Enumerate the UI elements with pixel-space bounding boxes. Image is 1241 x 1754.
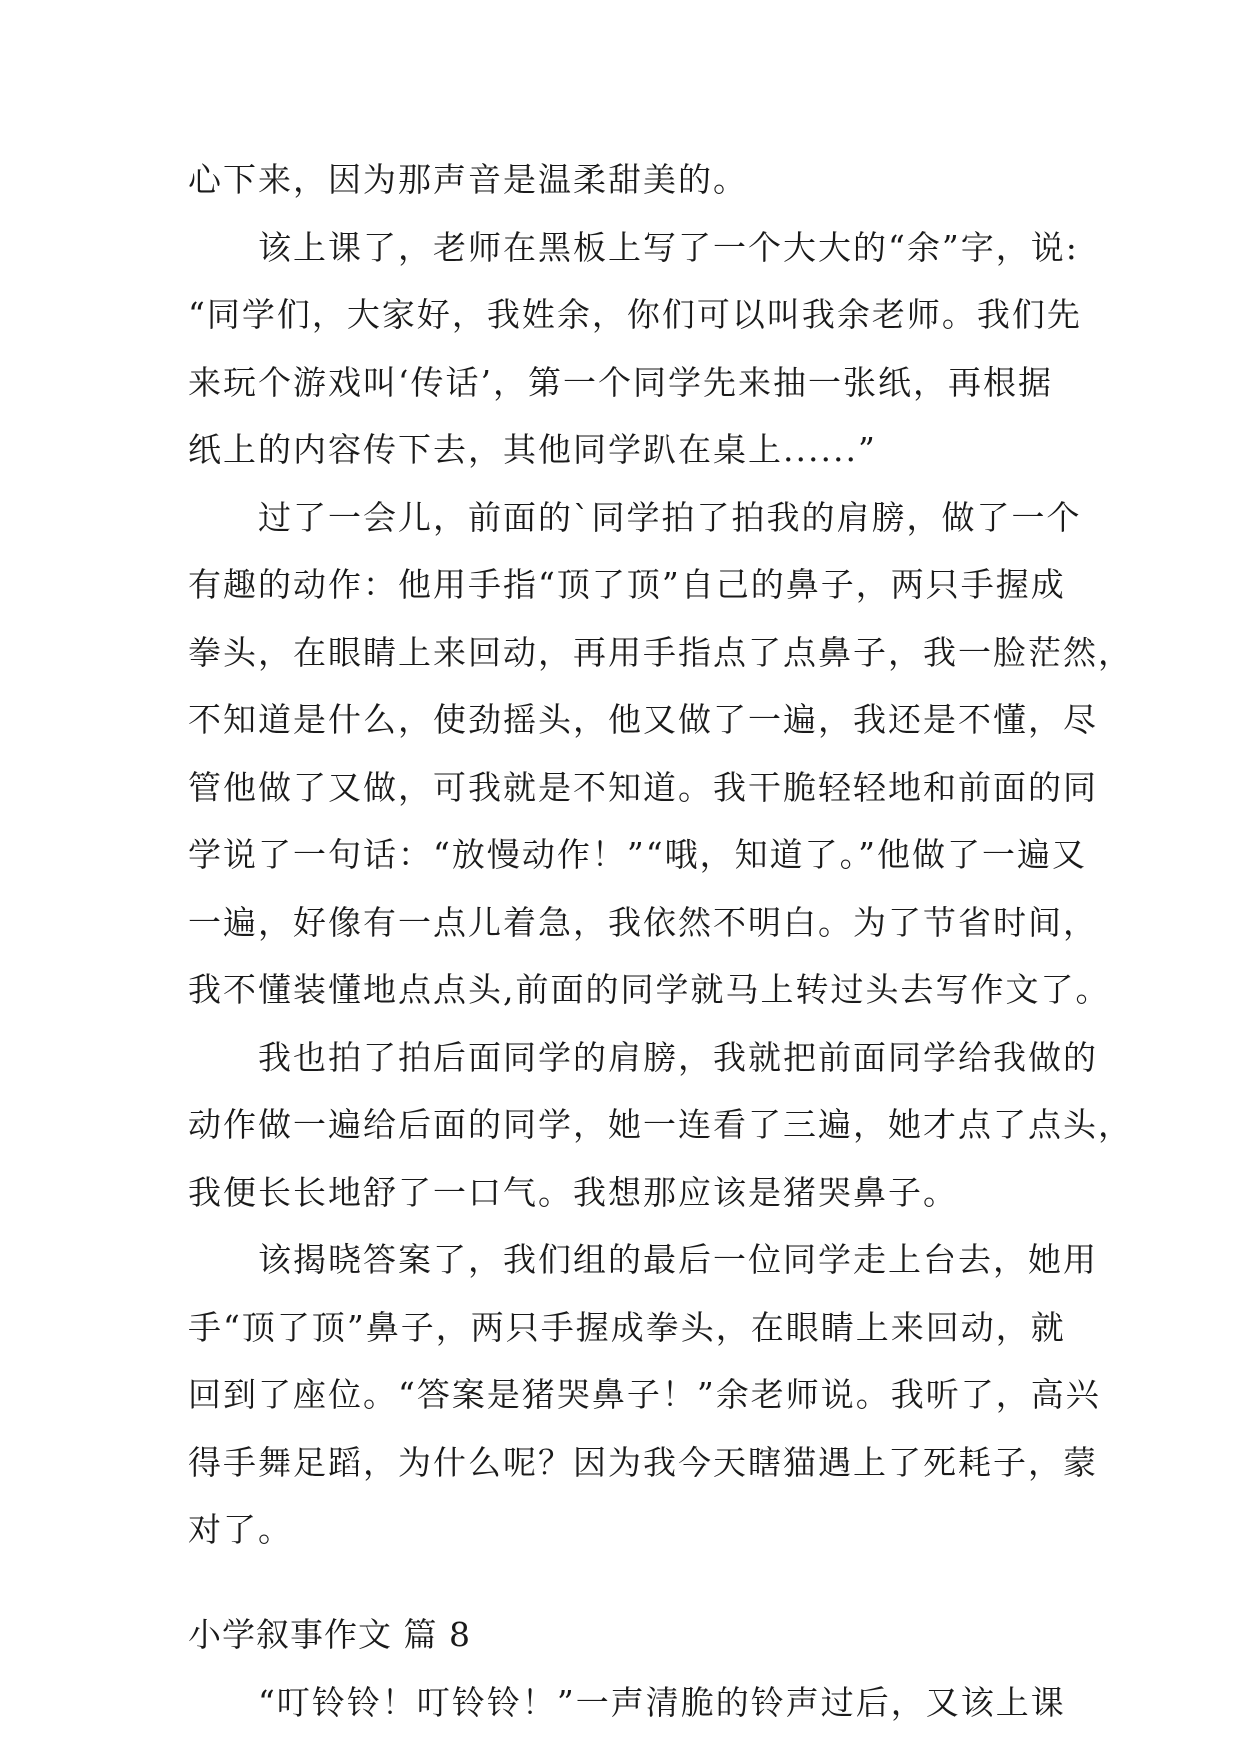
text-line: 该上课了，老师在黑板上写了一个大大的“余”字，说: [188, 228, 1079, 267]
text-line: “叮铃铃！叮铃铃！”一声清脆的铃声过后，又该上课 [188, 1683, 1066, 1722]
text-line: 有趣的动作：他用手指“顶了顶”自己的鼻子，两只手握成 [188, 565, 1066, 604]
text-line: 拳头，在眼睛上来回动，再用手指点了点鼻子，我一脸茫然， [188, 633, 1133, 672]
text-line: 我不懂装懂地点点头,前面的同学就马上转过头去写作文了。 [188, 970, 1111, 1009]
text-line: 过了一会儿，前面的`同学拍了拍我的肩膀，做了一个 [188, 498, 1082, 537]
text-line: 管他做了又做，可我就是不知道。我干脆轻轻地和前面的同 [188, 768, 1098, 807]
section-heading: 小学叙事作文 篇 8 [188, 1615, 471, 1654]
text-line: 纸上的内容传下去，其他同学趴在桌上......” [188, 430, 877, 469]
text-line: 手“顶了顶”鼻子，两只手握成拳头，在眼睛上来回动，就 [188, 1308, 1066, 1347]
text-line: 动作做一遍给后面的同学，她一连看了三遍，她才点了点头， [188, 1105, 1133, 1144]
text-line: 回到了座位。“答案是猪哭鼻子！”余老师说。我听了，高兴 [188, 1375, 1101, 1414]
text-line: 不知道是什么，使劲摇头，他又做了一遍，我还是不懂，尽 [188, 700, 1098, 739]
text-line: 来玩个游戏叫‘传话’，第一个同学先来抽一张纸，再根据 [188, 363, 1053, 402]
text-line: 心下来，因为那声音是温柔甜美的。 [188, 160, 748, 199]
text-line: 该揭晓答案了，我们组的最后一位同学走上台去，她用 [188, 1240, 1098, 1279]
text-line: 得手舞足蹈，为什么呢？因为我今天瞎猫遇上了死耗子，蒙 [188, 1443, 1098, 1482]
text-line: 对了。 [188, 1510, 293, 1549]
text-line: 我也拍了拍后面同学的肩膀，我就把前面同学给我做的 [188, 1038, 1098, 1077]
text-line: “同学们，大家好，我姓余，你们可以叫我余老师。我们先 [188, 295, 1082, 334]
text-line: 我便长长地舒了一口气。我想那应该是猪哭鼻子。 [188, 1173, 958, 1212]
text-line: 学说了一句话：“放慢动作！”“哦，知道了。”他做了一遍又 [188, 835, 1087, 874]
text-line: 一遍，好像有一点儿着急，我依然不明白。为了节省时间， [188, 903, 1098, 942]
